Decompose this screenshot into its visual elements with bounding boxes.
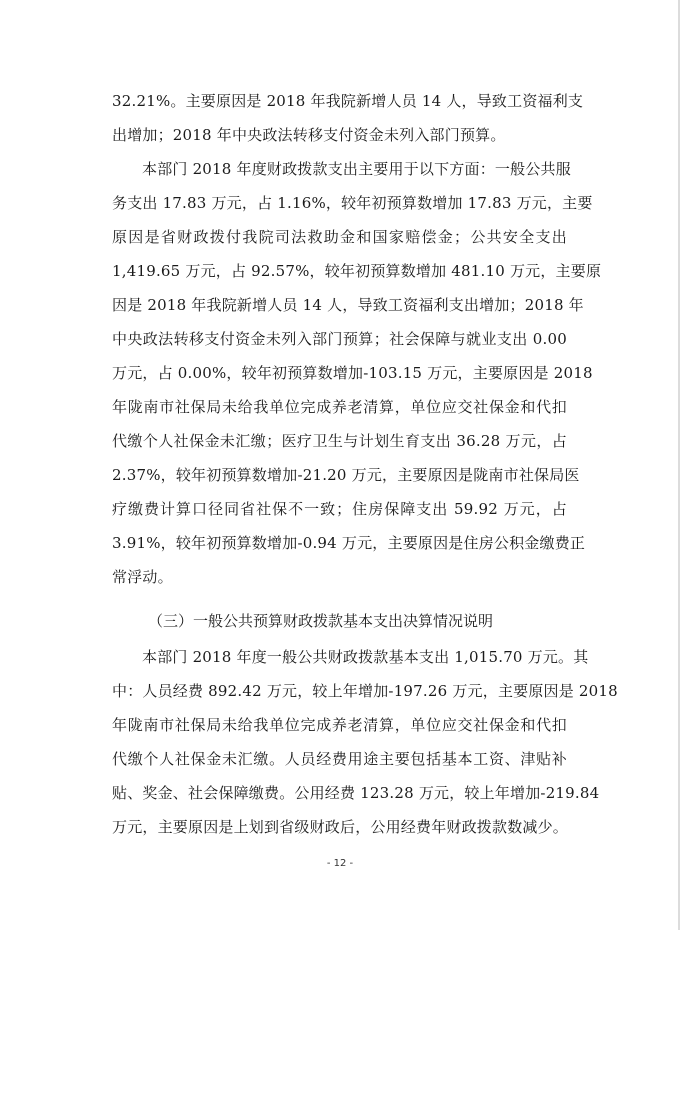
page-number: - 12 -: [326, 858, 354, 869]
paragraph-continuation: [112, 84, 584, 152]
text-line: 原因是省财政拨付我院司法救助金和国家赔偿金；公共安全支出: [112, 228, 567, 246]
text-line: 常浮动。: [112, 568, 173, 586]
text-line: 代缴个人社保金未汇缴。人员经费用途主要包括基本工资、津贴补: [112, 750, 567, 768]
paragraph-basic-expenditure: [112, 640, 618, 844]
text-line: 万元，占 0.00%，较年初预算数增加-103.15 万元，主要原因是 2018: [112, 364, 593, 382]
text-line: 2.37%，较年初预算数增加-21.20 万元，主要原因是陇南市社保局医: [112, 466, 580, 484]
text-line: 万元，主要原因是上划到省级财政后，公用经费年财政拨款数减少。: [112, 818, 569, 836]
text-line: 出增加；2018 年中央政法转移支付资金未列入部门预算。: [112, 126, 506, 144]
text-line: 贴、奖金、社会保障缴费。公用经费 123.28 万元，较上年增加-219.84: [112, 784, 600, 802]
text-line: 年陇南市社保局未给我单位完成养老清算，单位应交社保金和代扣: [112, 716, 567, 734]
text-line: 1,419.65 万元，占 92.57%，较年初预算数增加 481.10 万元，主要原: [112, 262, 602, 280]
text-line: 本部门 2018 年度一般公共财政拨款基本支出 1,015.70 万元。其: [142, 648, 589, 666]
text-line: 年陇南市社保局未给我单位完成养老清算，单位应交社保金和代扣: [112, 398, 567, 416]
text-line: 本部门 2018 年度财政拨款支出主要用于以下方面：一般公共服: [142, 160, 571, 178]
text-line: 疗缴费计算口径同省社保不一致；住房保障支出 59.92 万元，占: [112, 500, 567, 518]
text-line: 代缴个人社保金未汇缴；医疗卫生与计划生育支出 36.28 万元，占: [112, 432, 567, 450]
text-line: 因是 2018 年我院新增人员 14 人，导致工资福利支出增加；2018 年: [112, 296, 584, 314]
text-line: 务支出 17.83 万元，占 1.16%，较年初预算数增加 17.83 万元，主要: [112, 194, 593, 212]
section-heading: （三）一般公共预算财政拨款基本支出决算情况说明: [148, 612, 494, 630]
blank-area: [0, 930, 680, 1120]
text-line: 32.21%。主要原因是 2018 年我院新增人员 14 人，导致工资福利支: [112, 92, 584, 110]
text-line: 3.91%，较年初预算数增加-0.94 万元，主要原因是住房公积金缴费正: [112, 534, 586, 552]
text-line: 中央政法转移支付资金未列入部门预算；社会保障与就业支出 0.00: [112, 330, 567, 348]
paragraph-expenditure-breakdown: [112, 152, 602, 594]
text-line: 中：人员经费 892.42 万元，较上年增加-197.26 万元，主要原因是 2018: [112, 682, 618, 700]
